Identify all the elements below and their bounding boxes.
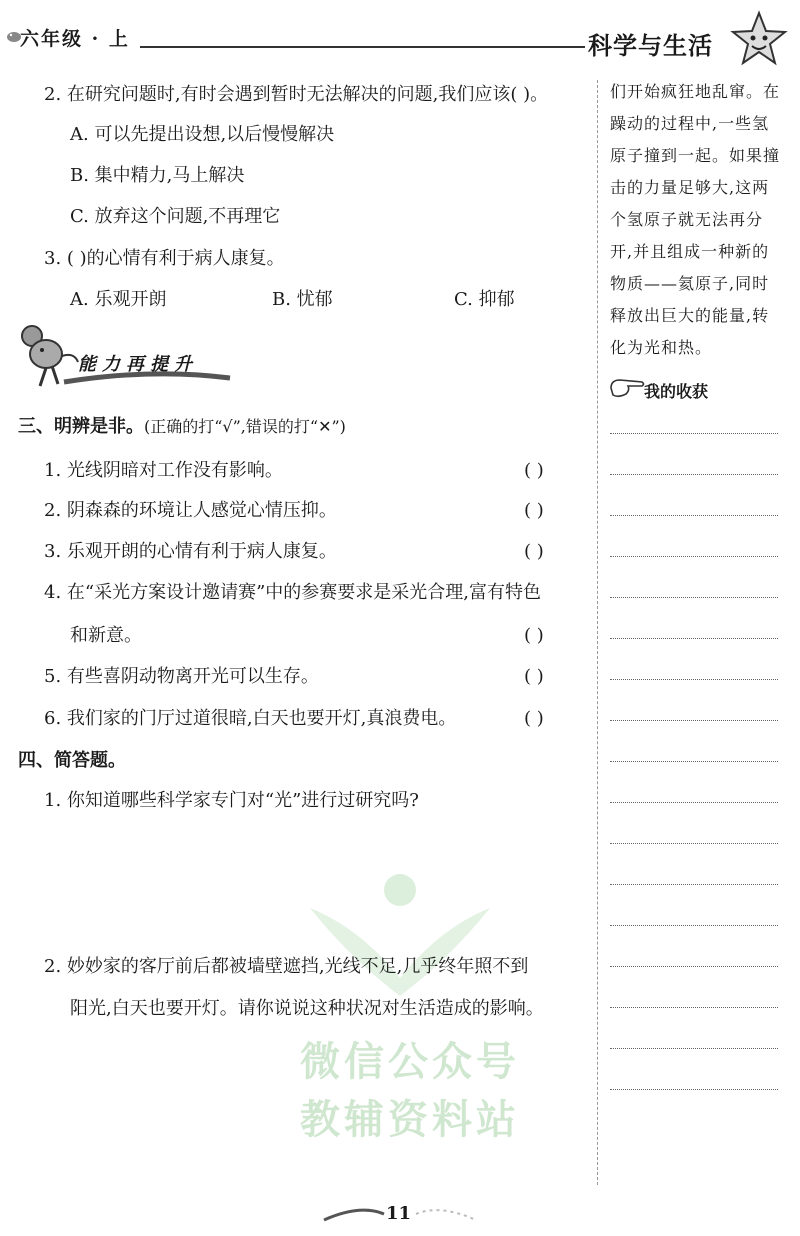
notes-line[interactable] (610, 597, 778, 598)
notes-line[interactable] (610, 679, 778, 680)
tf-blank-5[interactable]: ( ) (524, 666, 544, 687)
header-rule (140, 46, 585, 48)
notes-line[interactable] (610, 515, 778, 516)
page-number: 11 (386, 1203, 412, 1224)
notes-line[interactable] (610, 474, 778, 475)
tf-item-2: 2. 阴森森的环境让人感觉心情压抑。 (44, 500, 337, 521)
notes-line[interactable] (610, 884, 778, 885)
notes-line[interactable] (610, 433, 778, 434)
section4-title: 四、简答题。 (18, 750, 126, 771)
tf-blank-2[interactable]: ( ) (524, 500, 544, 521)
q3-option-a: A. 乐观开朗 (70, 289, 167, 310)
q3-option-b: B. 忧郁 (272, 289, 333, 310)
harvest-label: 我的收获 (644, 382, 709, 401)
tf-item-3: 3. 乐观开朗的心情有利于病人康复。 (44, 541, 337, 562)
q3-option-c: C. 抑郁 (454, 289, 515, 310)
notes-line[interactable] (610, 802, 778, 803)
tf-item-4-cont: 和新意。 (70, 625, 142, 646)
notes-line[interactable] (610, 1089, 778, 1090)
notes-line[interactable] (610, 556, 778, 557)
notes-line[interactable] (610, 638, 778, 639)
section-banner-title: 能力再提升 (78, 354, 198, 375)
section3-heading (18, 416, 346, 438)
section3-note: (正确的打“√”,错误的打“✕”) (144, 417, 346, 436)
short-answer-q1: 1. 你知道哪些科学家专门对“光”进行过研究吗? (44, 790, 419, 811)
subject-title: 科学与生活 (588, 32, 713, 60)
star-mascot-icon (730, 10, 788, 72)
notes-line[interactable] (610, 761, 778, 762)
tf-blank-3[interactable]: ( ) (524, 541, 544, 562)
sidebar-line-5: 个氢原子就无法再分 (610, 210, 764, 229)
sidebar-line-9: 化为光和热。 (610, 338, 713, 357)
pointing-hand-icon (608, 376, 646, 404)
watermark-logo-icon (300, 868, 500, 1002)
watermark-line2: 教辅资料站 (300, 1097, 520, 1143)
short-answer-q2-line2: 阳光,白天也要开灯。请你说说这种状况对生活造成的影响。 (70, 998, 544, 1019)
grade-label: 六年级 · 上 (20, 28, 130, 50)
q2-option-c: C. 放弃这个问题,不再理它 (70, 206, 281, 227)
tf-item-5: 5. 有些喜阴动物离开光可以生存。 (44, 666, 319, 687)
notes-line[interactable] (610, 925, 778, 926)
q3-text: 3. ( )的心情有利于病人康复。 (44, 248, 285, 269)
notes-line[interactable] (610, 843, 778, 844)
notes-line[interactable] (610, 1048, 778, 1049)
tf-item-4: 4. 在“采光方案设计邀请赛”中的参赛要求是采光合理,富有特色 (44, 582, 542, 603)
q2-text: 2. 在研究问题时,有时会遇到暂时无法解决的问题,我们应该( )。 (44, 84, 549, 105)
notes-line[interactable] (610, 720, 778, 721)
sidebar-line-4: 击的力量足够大,这两 (610, 178, 770, 197)
sidebar-line-7: 物质——氦原子,同时 (610, 274, 770, 293)
sidebar-line-1: 们开始疯狂地乱窜。在 (610, 82, 781, 101)
notes-line[interactable] (610, 966, 778, 967)
tf-item-1: 1. 光线阴暗对工作没有影响。 (44, 460, 283, 481)
q2-option-b: B. 集中精力,马上解决 (70, 165, 245, 186)
tf-blank-6[interactable]: ( ) (524, 708, 544, 729)
column-divider (597, 80, 598, 1185)
tf-blank-1[interactable]: ( ) (524, 460, 544, 481)
sidebar-line-3: 原子撞到一起。如果撞 (610, 146, 781, 165)
sidebar-line-8: 释放出巨大的能量,转 (610, 306, 770, 325)
tf-blank-4[interactable]: ( ) (524, 625, 544, 646)
tf-item-6: 6. 我们家的门厅过道很暗,白天也要开灯,真浪费电。 (44, 708, 457, 729)
section3-title: 三、明辨是非。 (18, 416, 144, 437)
q2-option-a: A. 可以先提出设想,以后慢慢解决 (70, 124, 335, 145)
sidebar-line-6: 开,并且组成一种新的 (610, 242, 770, 261)
notes-line[interactable] (610, 1007, 778, 1008)
sidebar-line-2: 躁动的过程中,一些氢 (610, 114, 770, 133)
watermark-line1: 微信公众号 (300, 1039, 520, 1085)
short-answer-q2-line1: 2. 妙妙家的客厅前后都被墙壁遮挡,光线不足,几乎终年照不到 (44, 956, 529, 977)
